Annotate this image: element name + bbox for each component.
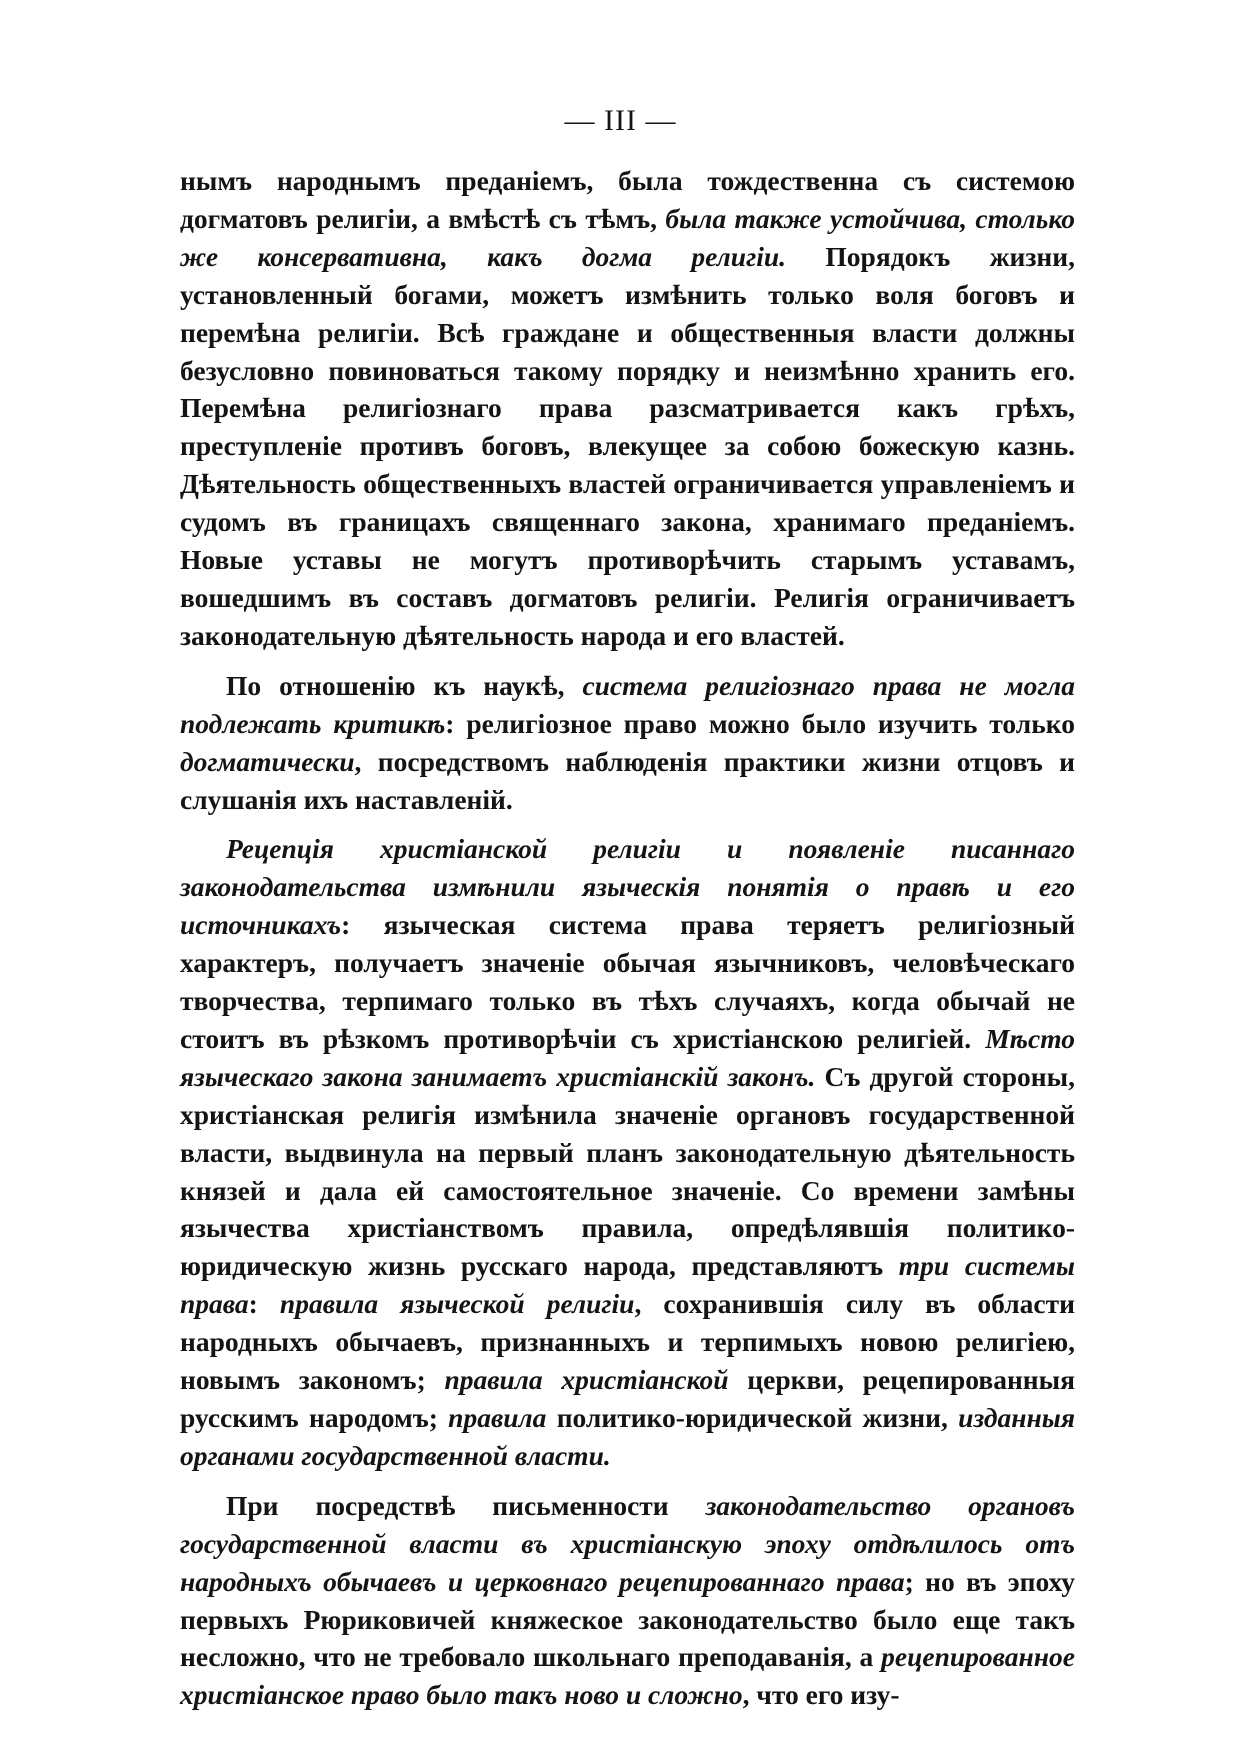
text-run: политико-юридической жизни, [546,1402,959,1433]
text-run: нымъ народнымъ преданіемъ, была тождественна съ системою догматовъ религіи, а вмѣстѣ съ тѣмъ, [180,165,1075,234]
text-run: Съ другой стороны, христіанская религія измѣнила значеніе органовъ государственной власти, выдвинула на первый планъ законодательную дѣятельность князей и дала ей самостоятельное значеніе. Со времени замѣны язычества христіанствомъ правила, опредѣлявшія политико-юридическую жизнь русскаго народа, представляютъ [180,1060,1075,1282]
text-run: : языческая система права теряетъ религіозный характеръ, получаетъ значеніе обычая язычниковъ, человѣческаго творчества, терпимаго только въ тѣхъ случаяхъ, когда обычай не стоитъ въ рѣзкомъ противорѣчіи съ христіанскою религіей. [180,909,1075,1054]
text-run: По отношенію къ наукѣ, [226,669,583,701]
italic-run: правила [448,1402,547,1433]
body-text [180,162,1075,1714]
text-run: церкви, рецепированныя русскимъ народомъ; [180,1364,1075,1433]
italic-run: была также устойчива, столько же консервативна, какъ догма религіи. [180,202,1075,272]
text-run: Порядокъ жизни, установленный богами, можетъ измѣнить только воля боговъ и перемѣна религіи. Всѣ граждане и общественныя власти должны безусловно повиноваться такому порядку и неизмѣнно хранить его. Перемѣна религіознаго права разсматривается какъ грѣхъ, преступленіе противъ боговъ, влекущее за собою божескую казнь. Дѣятельность общественныхъ властей ограничивается управленіемъ и судомъ въ границахъ священнаго закона, хранимаго преданіемъ. Новые уставы не могутъ противорѣчить старымъ уставамъ, вошедшимъ въ составъ догматовъ религіи. Религія ограничиваетъ законодательную дѣятельность народа и его властей. [180,240,1075,651]
paragraph-2 [180,667,1075,819]
italic-run: рецепированное христіанское право было такъ ново и сложно [180,1641,1075,1711]
paragraph-4 [180,1487,1075,1714]
text-run: ; но въ эпоху первыхъ Рюриковичей княжеское законодательство было еще такъ несложно, что не требовало школьнаго преподаванія, а [180,1565,1075,1673]
paragraph-3 [180,830,1075,1474]
text-run: , что его изу- [742,1679,900,1711]
italic-run: система религіознаго права не могла подлежать критикѣ [180,669,1075,739]
italic-run: изданныя органами государственной власти. [180,1402,1075,1471]
italic-run: Мѣсто языческаго закона занимаетъ христіанскій законъ. [180,1022,1075,1092]
italic-run: Рецепція христіанской религіи и появленіе писаннаго законодательства измѣнили языческія понятія о правѣ и его источникахъ [180,833,1075,941]
italic-run: правила языческой религіи [279,1288,635,1320]
italic-run: правила христіанской [444,1364,729,1396]
text-run: , сохранившія силу въ области народныхъ обычаевъ, признанныхъ и терпимыхъ новою религіею, новымъ закономъ; [180,1288,1075,1396]
page-number: — III — [564,104,677,137]
paragraph-1 [180,162,1075,655]
italic-run: догматически [180,745,355,777]
text-run: , посредствомъ наблюденія практики жизни отцовъ и слушанія ихъ наставленій. [180,745,1075,815]
text-run: : [248,1288,280,1320]
italic-run: три системы права [180,1250,1075,1320]
italic-run: законодательство органовъ государственной власти въ христіанскую эпоху отдѣлилось отъ народныхъ обычаевъ и церковнаго рецепированнаго права [180,1489,1075,1597]
text-run: При посредствѣ письменности [226,1489,706,1521]
text-run: : религіозное право можно было изучить только [445,707,1075,739]
